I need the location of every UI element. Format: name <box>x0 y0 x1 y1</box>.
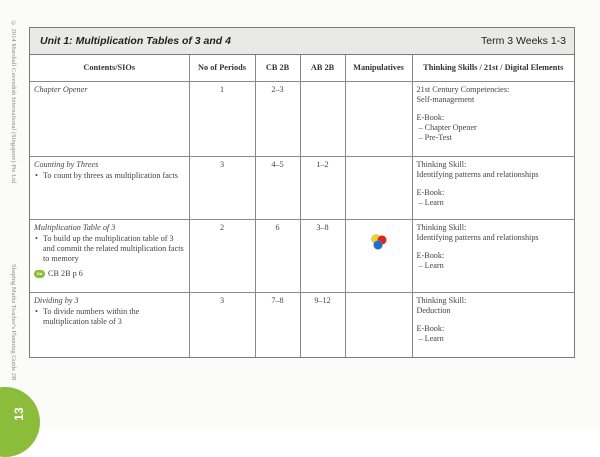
skill-line: – Learn <box>418 261 444 270</box>
contents-cell <box>30 82 189 157</box>
counters-icon <box>369 233 389 251</box>
topic-title: Dividing by 3 <box>34 296 79 305</box>
header-periods: No of Periods <box>189 55 255 82</box>
side-margin-text <box>3 20 17 380</box>
sio-item: • To divide numbers within the multiplication table of 3 <box>34 307 185 327</box>
skills-cell <box>412 293 574 357</box>
skill-line: 21st Century Competencies: <box>416 85 510 94</box>
page-number: 13 <box>12 407 26 421</box>
unit-header-bar <box>30 28 574 55</box>
cb-cell: 6 <box>255 220 300 293</box>
skill-line: – Pre-Test <box>418 133 452 142</box>
topic-title: Multiplication Table of 3 <box>34 223 116 232</box>
unit-title: Unit 1: Multiplication Tables of 3 and 4 <box>40 35 231 47</box>
topic-title: Counting by Threes <box>34 160 99 169</box>
skill-line: – Learn <box>418 334 444 343</box>
ab-cell <box>300 82 345 157</box>
guided-practice-icon: Gd <box>34 270 45 278</box>
skill-line: Identifying patterns and relationships <box>416 170 539 179</box>
periods-cell: 2 <box>189 220 255 293</box>
cb-cell: 4–5 <box>255 157 300 220</box>
skill-line: Thinking Skill: <box>416 296 467 305</box>
cb-cell: 2–3 <box>255 82 300 157</box>
copyright-text: © 2014 Marshall Cavendish International (Singapore) Pte Ltd <box>10 20 17 184</box>
manipulatives-cell <box>345 82 412 157</box>
skill-line: E-Book: <box>416 324 445 333</box>
table-row <box>30 82 574 157</box>
skill-line: Self-management <box>416 95 475 104</box>
manipulatives-cell <box>345 293 412 357</box>
table-row <box>30 293 574 357</box>
skill-line: Identifying patterns and relationships <box>416 233 539 242</box>
skill-line: E-Book: <box>416 188 445 197</box>
header-cb: CB 2B <box>255 55 300 82</box>
skill-line: Thinking Skill: <box>416 160 467 169</box>
skill-line: E-Book: <box>416 113 445 122</box>
cb-reference-text: CB 2B p 6 <box>48 269 83 278</box>
manipulatives-cell <box>345 220 412 293</box>
skills-cell <box>412 82 574 157</box>
unit-term: Term 3 Weeks 1-3 <box>481 35 566 47</box>
header-skills: Thinking Skills / 21st / Digital Elements <box>412 55 574 82</box>
contents-cell <box>30 293 189 357</box>
sio-item: • To build up the multiplication table of 3 and commit the related multiplication facts to memory <box>34 234 185 264</box>
skill-line: Deduction <box>416 306 451 315</box>
periods-cell: 3 <box>189 293 255 357</box>
contents-cell <box>30 220 189 293</box>
sio-item: • To count by threes as multiplication facts <box>34 171 185 181</box>
skills-cell <box>412 220 574 293</box>
skill-line: – Learn <box>418 198 444 207</box>
unit-plan-table-frame <box>29 27 575 358</box>
skill-line: Thinking Skill: <box>416 223 467 232</box>
cb-cell: 7–8 <box>255 293 300 357</box>
periods-cell: 3 <box>189 157 255 220</box>
ab-cell: 3–8 <box>300 220 345 293</box>
header-manipulatives: Manipulatives <box>345 55 412 82</box>
ab-cell: 1–2 <box>300 157 345 220</box>
skills-cell <box>412 157 574 220</box>
skill-line: E-Book: <box>416 251 445 260</box>
manipulatives-cell <box>345 157 412 220</box>
header-ab: AB 2B <box>300 55 345 82</box>
table-header-row <box>30 55 574 82</box>
header-contents: Contents/SIOs <box>30 55 189 82</box>
table-row <box>30 220 574 293</box>
topic-title: Chapter Opener <box>34 85 88 94</box>
skill-line: – Chapter Opener <box>418 123 477 132</box>
unit-plan-table <box>30 55 574 357</box>
periods-cell: 1 <box>189 82 255 157</box>
guide-title-text: Shaping Maths Teacher's Planning Guide 2B <box>10 263 17 380</box>
table-row <box>30 157 574 220</box>
ab-cell: 9–12 <box>300 293 345 357</box>
cb-reference <box>34 269 185 279</box>
contents-cell <box>30 157 189 220</box>
